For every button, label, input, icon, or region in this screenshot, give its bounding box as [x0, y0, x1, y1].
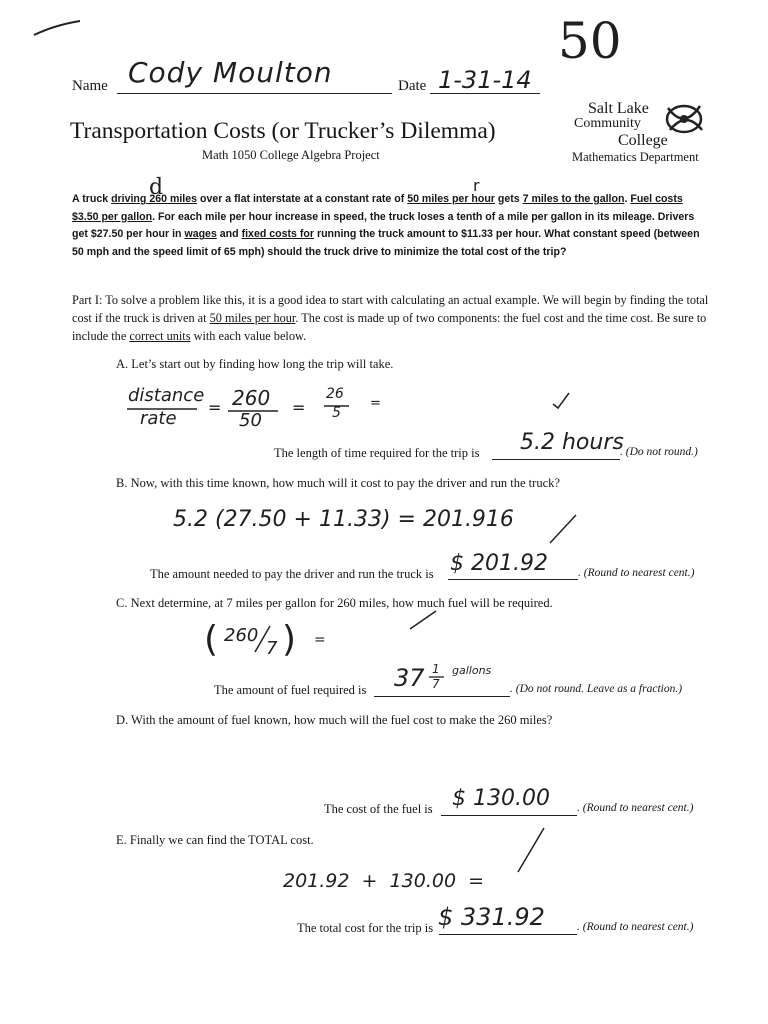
problem-s7: . — [624, 193, 631, 205]
work-a-eq2: = — [292, 398, 306, 417]
part1-a: Part I: To solve a problem like this, it is a good idea to start with calculating an actual example. We will begin by finding the total cost if the truck is driven at — [72, 293, 709, 325]
problem-s1: A truck — [72, 193, 112, 205]
problem-s12: fixed costs for — [241, 228, 314, 241]
work-a-top2: 260 — [232, 386, 271, 410]
note-c: . (Do not round. Leave as a fraction.) — [510, 683, 683, 695]
problem-s10: wages — [184, 228, 217, 241]
problem-s8: Fuel costs $3.50 per gallon — [72, 193, 683, 223]
work-a-bottom3: 5 — [332, 405, 341, 421]
page-title: Transportation Costs (or Trucker’s Dilemma) — [70, 118, 496, 144]
problem-s2: driving 260 miles — [111, 193, 198, 205]
answer-c-frac-den: 7 — [432, 677, 440, 691]
answer-a-value: 5.2 hours — [520, 430, 624, 455]
college-logo — [572, 100, 722, 170]
work-a-eq1: = — [208, 398, 222, 417]
part1-c: . The cost is made up of two components: the fuel cost and the time cost. Be sure to include the — [72, 311, 707, 343]
margin-r: r — [473, 176, 480, 195]
answer-d-label: The cost of the fuel is — [324, 802, 433, 816]
work-a-bottom2: 50 — [239, 410, 262, 431]
date-label: Date — [398, 78, 427, 94]
work-c-close: ) — [282, 619, 297, 660]
problem-statement — [72, 191, 702, 261]
logo-line3: College — [618, 132, 668, 149]
question-a: A. Let’s start out by finding how long the trip will take. — [116, 357, 394, 371]
problem-s4: 50 miles per hour — [407, 193, 495, 205]
problem-s5: gets — [494, 193, 523, 205]
pen-mark — [30, 15, 90, 40]
answer-d-value: $ 130.00 — [452, 786, 550, 811]
work-e: 201.92 + 130.00 = — [283, 870, 485, 892]
work-c-eq: = — [314, 632, 326, 648]
check-a-icon — [550, 390, 572, 412]
problem-s3: over a flat interstate at a constant rate of — [197, 193, 408, 205]
part1-d: correct units — [129, 329, 191, 343]
work-c-num: 260 — [224, 625, 259, 646]
answer-b-label: The amount needed to pay the driver and run the truck is — [150, 567, 434, 581]
answer-e-value: $ 331.92 — [438, 903, 545, 931]
note-e: . (Round to nearest cent.) — [577, 921, 694, 933]
answer-c-frac-num: 1 — [432, 662, 440, 676]
check-e-icon — [515, 826, 547, 874]
part1-intro — [72, 291, 712, 345]
work-a-eq3: = — [370, 396, 381, 411]
logo-dept: Mathematics Department — [572, 150, 699, 164]
problem-s13: running the truck amount to $11.33 per hour. What constant speed (between 50 mph and the speed limit of 65 mph) should the truck drive to minimize the total cost of the trip? — [72, 228, 700, 258]
name-value: Cody Moulton — [128, 56, 333, 89]
margin-d: d — [149, 175, 164, 200]
question-e: E. Finally we can find the TOTAL cost. — [116, 833, 314, 847]
note-d: . (Round to nearest cent.) — [577, 802, 694, 814]
work-c-open: ( — [204, 619, 219, 660]
work-b: 5.2 (27.50 + 11.33) = 201.916 — [173, 507, 514, 532]
note-b: . (Round to nearest cent.) — [578, 567, 695, 579]
date-value: 1-31-14 — [438, 66, 532, 94]
part1-e: with each value below. — [190, 329, 307, 343]
work-a-top3: 26 — [326, 386, 344, 402]
answer-c-whole: 37 — [394, 664, 425, 692]
work-a-top1: distance — [128, 385, 205, 406]
problem-s6: 7 miles to the gallon — [522, 193, 625, 205]
name-label: Name — [72, 78, 108, 94]
question-c: C. Next determine, at 7 miles per gallon for 260 miles, how much fuel will be required. — [116, 596, 553, 610]
answer-c-unit: gallons — [452, 664, 492, 677]
question-b: B. Now, with this time known, how much will it cost to pay the driver and run the truck? — [116, 476, 560, 490]
check-b-icon — [548, 513, 578, 547]
problem-s11: and — [216, 228, 242, 241]
answer-c-label: The amount of fuel required is — [214, 683, 367, 697]
answer-e-label: The total cost for the trip is — [297, 921, 434, 935]
problem-s9: . For each mile per hour increase in speed, the truck loses a tenth of a mile per gallon in its mileage. Drivers get $27.50 per hour in — [72, 210, 695, 241]
page-subtitle: Math 1050 College Algebra Project — [202, 148, 380, 162]
part1-b: 50 miles per hour — [209, 311, 296, 325]
logo-line1: Salt Lake — [588, 100, 649, 117]
logo-line2: Community — [574, 116, 641, 131]
work-a-bottom1: rate — [140, 408, 177, 429]
question-d: D. With the amount of fuel known, how much will the fuel cost to make the 260 miles? — [116, 713, 553, 727]
check-c-icon — [408, 609, 438, 631]
note-a: . (Do not round.) — [620, 446, 698, 458]
logo-swirl-icon — [660, 100, 706, 138]
score: 50 — [558, 12, 622, 70]
answer-a-label: The length of time required for the trip is — [274, 446, 480, 460]
answer-b-value: $ 201.92 — [450, 551, 548, 576]
work-c-den: 7 — [266, 638, 278, 659]
